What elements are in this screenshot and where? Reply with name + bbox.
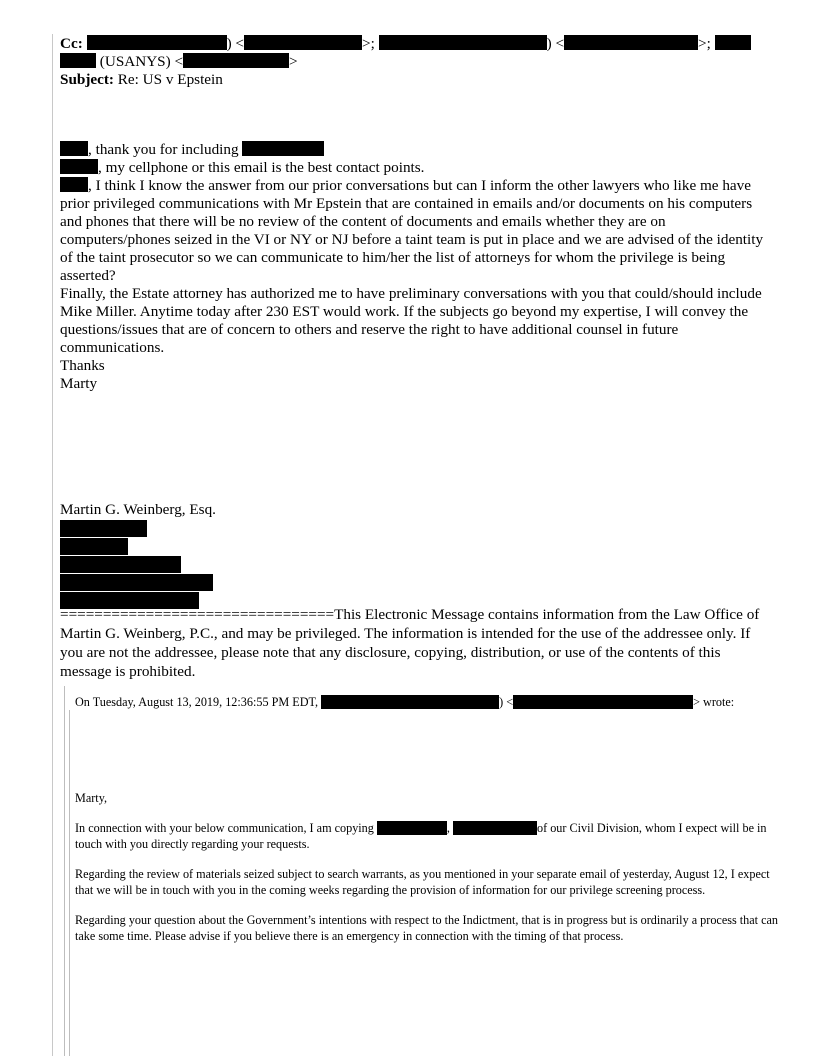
redaction <box>244 35 362 50</box>
redaction <box>379 35 547 50</box>
redaction <box>715 35 751 50</box>
thanks-line: Thanks <box>60 357 105 374</box>
signature-name: Martin G. Weinberg, Esq. <box>60 501 216 518</box>
body-line-2: , my cellphone or this email is the best contact points. <box>60 159 772 177</box>
disclaimer-text: This Electronic Message contains information from the Law Office of Martin G. Weinberg, P.C., and may be privileged. The information is intended for the use of the addressee only. If you are not the addressee, please note that any disclosure, copying, distribution, or use of the contents of this message is prohibited. <box>60 606 760 680</box>
signature-block <box>60 520 772 609</box>
redaction <box>60 159 98 174</box>
redaction <box>513 695 693 709</box>
disclaimer <box>60 605 772 681</box>
redaction <box>60 520 147 537</box>
redaction <box>60 556 181 573</box>
redaction <box>60 177 88 192</box>
disclaimer-rule: ================================ <box>60 606 335 623</box>
redaction <box>60 141 88 156</box>
email-body <box>60 35 772 609</box>
body-line-1: , thank you for including <box>60 141 772 159</box>
left-margin-rule <box>52 34 53 1056</box>
redaction <box>87 35 227 50</box>
redaction <box>321 695 499 709</box>
cc-label: Cc: <box>60 35 83 52</box>
quote-inner-rule <box>69 710 70 1056</box>
quoted-paragraph-2: Regarding the review of materials seized subject to search warrants, as you mentioned in your separate email of yesterday, August 12, I expect that we will be in touch with you in the coming weeks regarding the provision of information for our privilege screening process. <box>75 867 770 897</box>
redaction <box>60 574 213 591</box>
quoted-paragraph-1: In connection with your below communication, I am copying , of our Civil Division, whom I expect will be in touch with you directly regarding your requests. <box>75 821 767 851</box>
quoted-header: On Tuesday, August 13, 2019, 12:36:55 PM EDT, ) < > wrote: <box>75 695 735 709</box>
quoted-paragraph-3: Regarding your question about the Government’s intentions with respect to the Indictment, that is in progress but is ordinarily a process that can take some time. Please advise if you believe there is an emergency in connection with the timing of that process. <box>75 913 779 943</box>
subject-label: Subject: <box>60 71 114 88</box>
redaction <box>60 53 96 68</box>
body-paragraph-4: Finally, the Estate attorney has authorized me to have preliminary conversations with you that could/should include Mike Miller. Anytime today after 230 EST would work. If the subjects go beyond my expertise, I will convey the questions/issues that are of concern to others and reserve the right to have additional counsel in future communications. <box>60 285 762 356</box>
redaction <box>564 35 698 50</box>
subject-line <box>60 71 772 89</box>
redaction <box>242 141 324 156</box>
cc-line: Cc: ) < >; ) < >; <box>60 35 772 53</box>
cc-line-2: (USANYS) < > <box>60 53 772 71</box>
subject-value: Re: US v Epstein <box>117 71 223 88</box>
quoted-message <box>64 686 779 1056</box>
redaction <box>60 538 128 555</box>
signoff-line: Marty <box>60 375 98 392</box>
quoted-content <box>65 686 779 944</box>
quoted-greeting: Marty, <box>75 791 108 805</box>
redaction <box>183 53 289 68</box>
redaction <box>377 821 447 835</box>
body-paragraph-3: , I think I know the answer from our prior conversations but can I inform the other lawyers who like me have prior privileged communications with Mr Epstein that are contained in emails and/or documents on his computers and phones that there will be no review of the content of documents and emails whether they are on computers/phones seized in the VI or NY or NJ before a taint team is put in place and we are advised of the identity of the taint prosecutor so we can communicate to him/her the list of attorneys for whom the privilege is being asserted? <box>60 177 764 284</box>
redaction <box>453 821 537 835</box>
